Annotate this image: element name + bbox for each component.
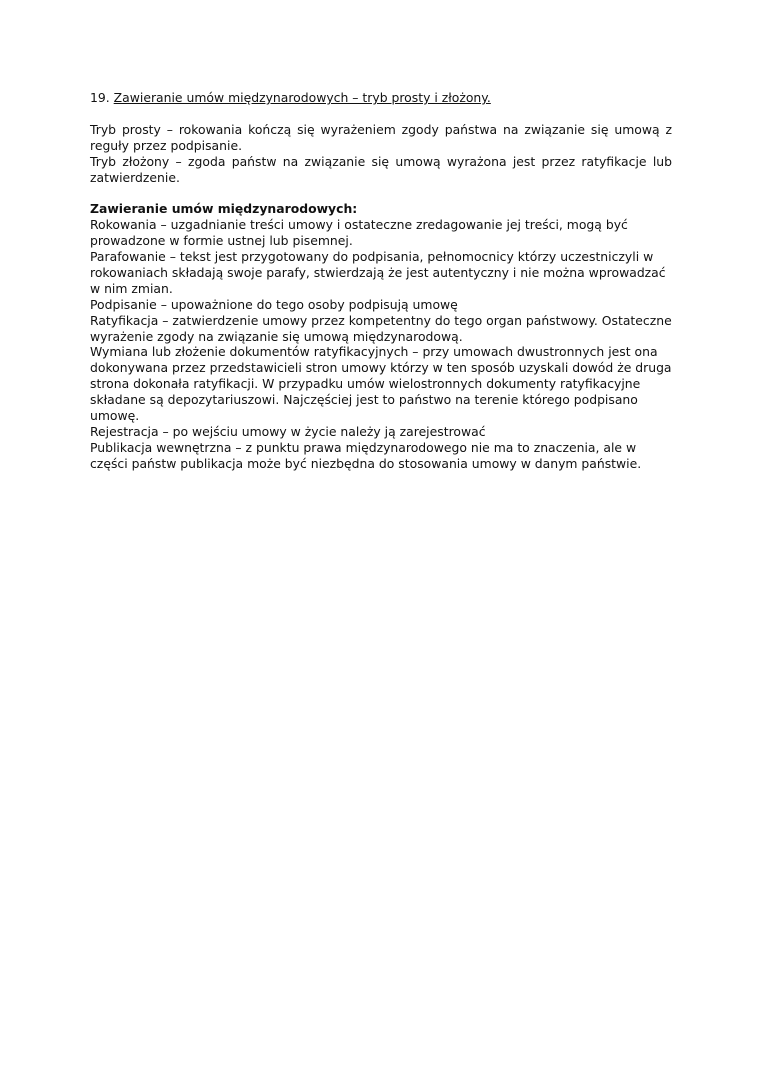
paragraph-wymiana: Wymiana lub złożenie dokumentów ratyfikacyjnych – przy umowach dwustronnych jest ona dokonywana przez przedstawicieli stron umowy którzy w ten sposób uzyskali dowód że druga strona dokonała ratyfikacji. W przypadku umów wielostronnych dokumenty ratyfikacyjne składane są depozytariuszowi. Najczęściej jest to państwo na terenie którego podpisano umowę.	[90, 344, 672, 424]
paragraph-rokowania: Rokowania – uzgadnianie treści umowy i ostateczne zredagowanie jej treści, mogą być prowadzone w formie ustnej lub pisemnej.	[90, 217, 628, 249]
document-body	[90, 90, 672, 472]
topic-heading	[90, 90, 672, 106]
topic-number: 19.	[90, 90, 110, 105]
paragraph-rejestracja: Rejestracja – po wejściu umowy w życie należy ją zarejestrować	[90, 424, 486, 439]
paragraph-parafowanie: Parafowanie – tekst jest przygotowany do podpisania, pełnomocnicy którzy uczestniczyli w rokowaniach składają swoje parafy, stwierdzają że jest autentyczny i nie można wprowadzać w nim zmian.	[90, 249, 666, 296]
simple-mode-paragraph: Tryb prosty – rokowania kończą się wyrażeniem zgody państwa na związanie się umową z reguły przez podpisanie.	[90, 121, 672, 153]
blank-line	[90, 185, 672, 201]
complex-mode-paragraph: Tryb złożony – zgoda państw na związanie się umową wyrażona jest przez ratyfikacje lub zatwierdzenie.	[90, 153, 672, 185]
paragraph-publikacja: Publikacja wewnętrzna – z punktu prawa międzynarodowego nie ma to znaczenia, ale w części państw publikacja może być niezbędna do stosowania umowy w danym państwie.	[90, 439, 642, 471]
topic-title: Zawieranie umów międzynarodowych – tryb prosty i złożony.	[113, 90, 491, 105]
paragraph-podpisanie: Podpisanie – upoważnione do tego osoby podpisują umowę	[90, 296, 458, 312]
blank-line	[90, 106, 672, 122]
paragraph-ratyfikacja: Ratyfikacja – zatwierdzenie umowy przez kompetentny do tego organ państwowy. Ostateczne wyrażenie zgody na związanie się umową międzynarodową.	[90, 312, 672, 344]
section-heading: Zawieranie umów międzynarodowych:	[90, 201, 358, 217]
